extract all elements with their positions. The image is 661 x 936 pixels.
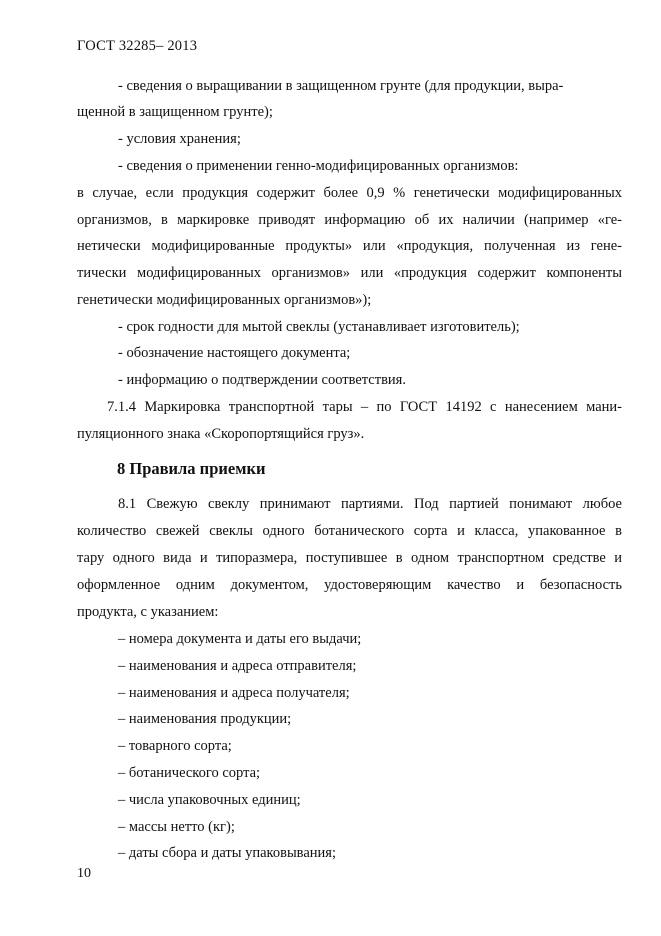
- text-line: продукта, с указанием:: [77, 604, 219, 620]
- list-item-storage: - условия хранения;: [118, 131, 241, 147]
- list-item: – наименования продукции;: [118, 711, 292, 727]
- document-header: ГОСТ 32285– 2013: [77, 38, 198, 54]
- list-item: – товарного сорта;: [118, 738, 232, 754]
- text-line: тически модифицированных организмов» или «продукция содержит компоненты: [77, 265, 622, 281]
- section-heading: 8 Правила приемки: [117, 459, 266, 478]
- list-item: – ботанического сорта;: [118, 765, 261, 781]
- list-item-gmo: - сведения о применении генно-модифицированных организмов:: [118, 158, 519, 174]
- list-item-greenhouse: - сведения о выращивании в защищенном грунте (для продукции, выра-: [118, 78, 564, 94]
- text-line: пуляционного знака «Скоропортящийся груз».: [77, 426, 365, 442]
- text-line: щенной в защищенном грунте);: [77, 104, 273, 120]
- list-item: – числа упаковочных единиц;: [118, 792, 301, 808]
- list-item: – наименования и адреса отправителя;: [118, 658, 357, 674]
- list-item: – наименования и адреса получателя;: [118, 685, 350, 701]
- text-line: в случае, если продукция содержит более 0,9 % генетически модифицированных: [77, 185, 622, 201]
- text-line: генетически модифицированных организмов»);: [77, 292, 372, 308]
- list-item-doc-designation: - обозначение настоящего документа;: [118, 345, 351, 361]
- list-item-conformity: - информацию о подтверждении соответствия.: [118, 372, 406, 388]
- list-item-shelf-life: - срок годности для мытой свеклы (устанавливает изготовитель);: [118, 319, 520, 335]
- list-item: – даты сбора и даты упаковывания;: [118, 845, 336, 861]
- text-line: организмов, в маркировке приводят информацию об их наличии (например «ге-: [77, 212, 622, 228]
- list-item: – номера документа и даты его выдачи;: [118, 631, 362, 647]
- text-line: нетически модифицированные продукты» или «продукция, полученная из гене-: [77, 238, 622, 254]
- page-number: 10: [77, 866, 91, 881]
- clause-7-1-4: 7.1.4 Маркировка транспортной тары – по ГОСТ 14192 с нанесением мани-: [107, 399, 622, 415]
- text-line: количество свежей свеклы одного ботанического сорта и класса, упакованное в: [77, 523, 622, 539]
- text-line: оформленное одним документом, удостоверяющим качество и безопасность: [77, 577, 622, 593]
- list-item: – массы нетто (кг);: [118, 819, 235, 835]
- text-line: тару одного вида и типоразмера, поступившее в одном транспортном средстве и: [77, 550, 622, 566]
- clause-8-1: 8.1 Свежую свеклу принимают партиями. Под партией понимают любое: [118, 496, 622, 512]
